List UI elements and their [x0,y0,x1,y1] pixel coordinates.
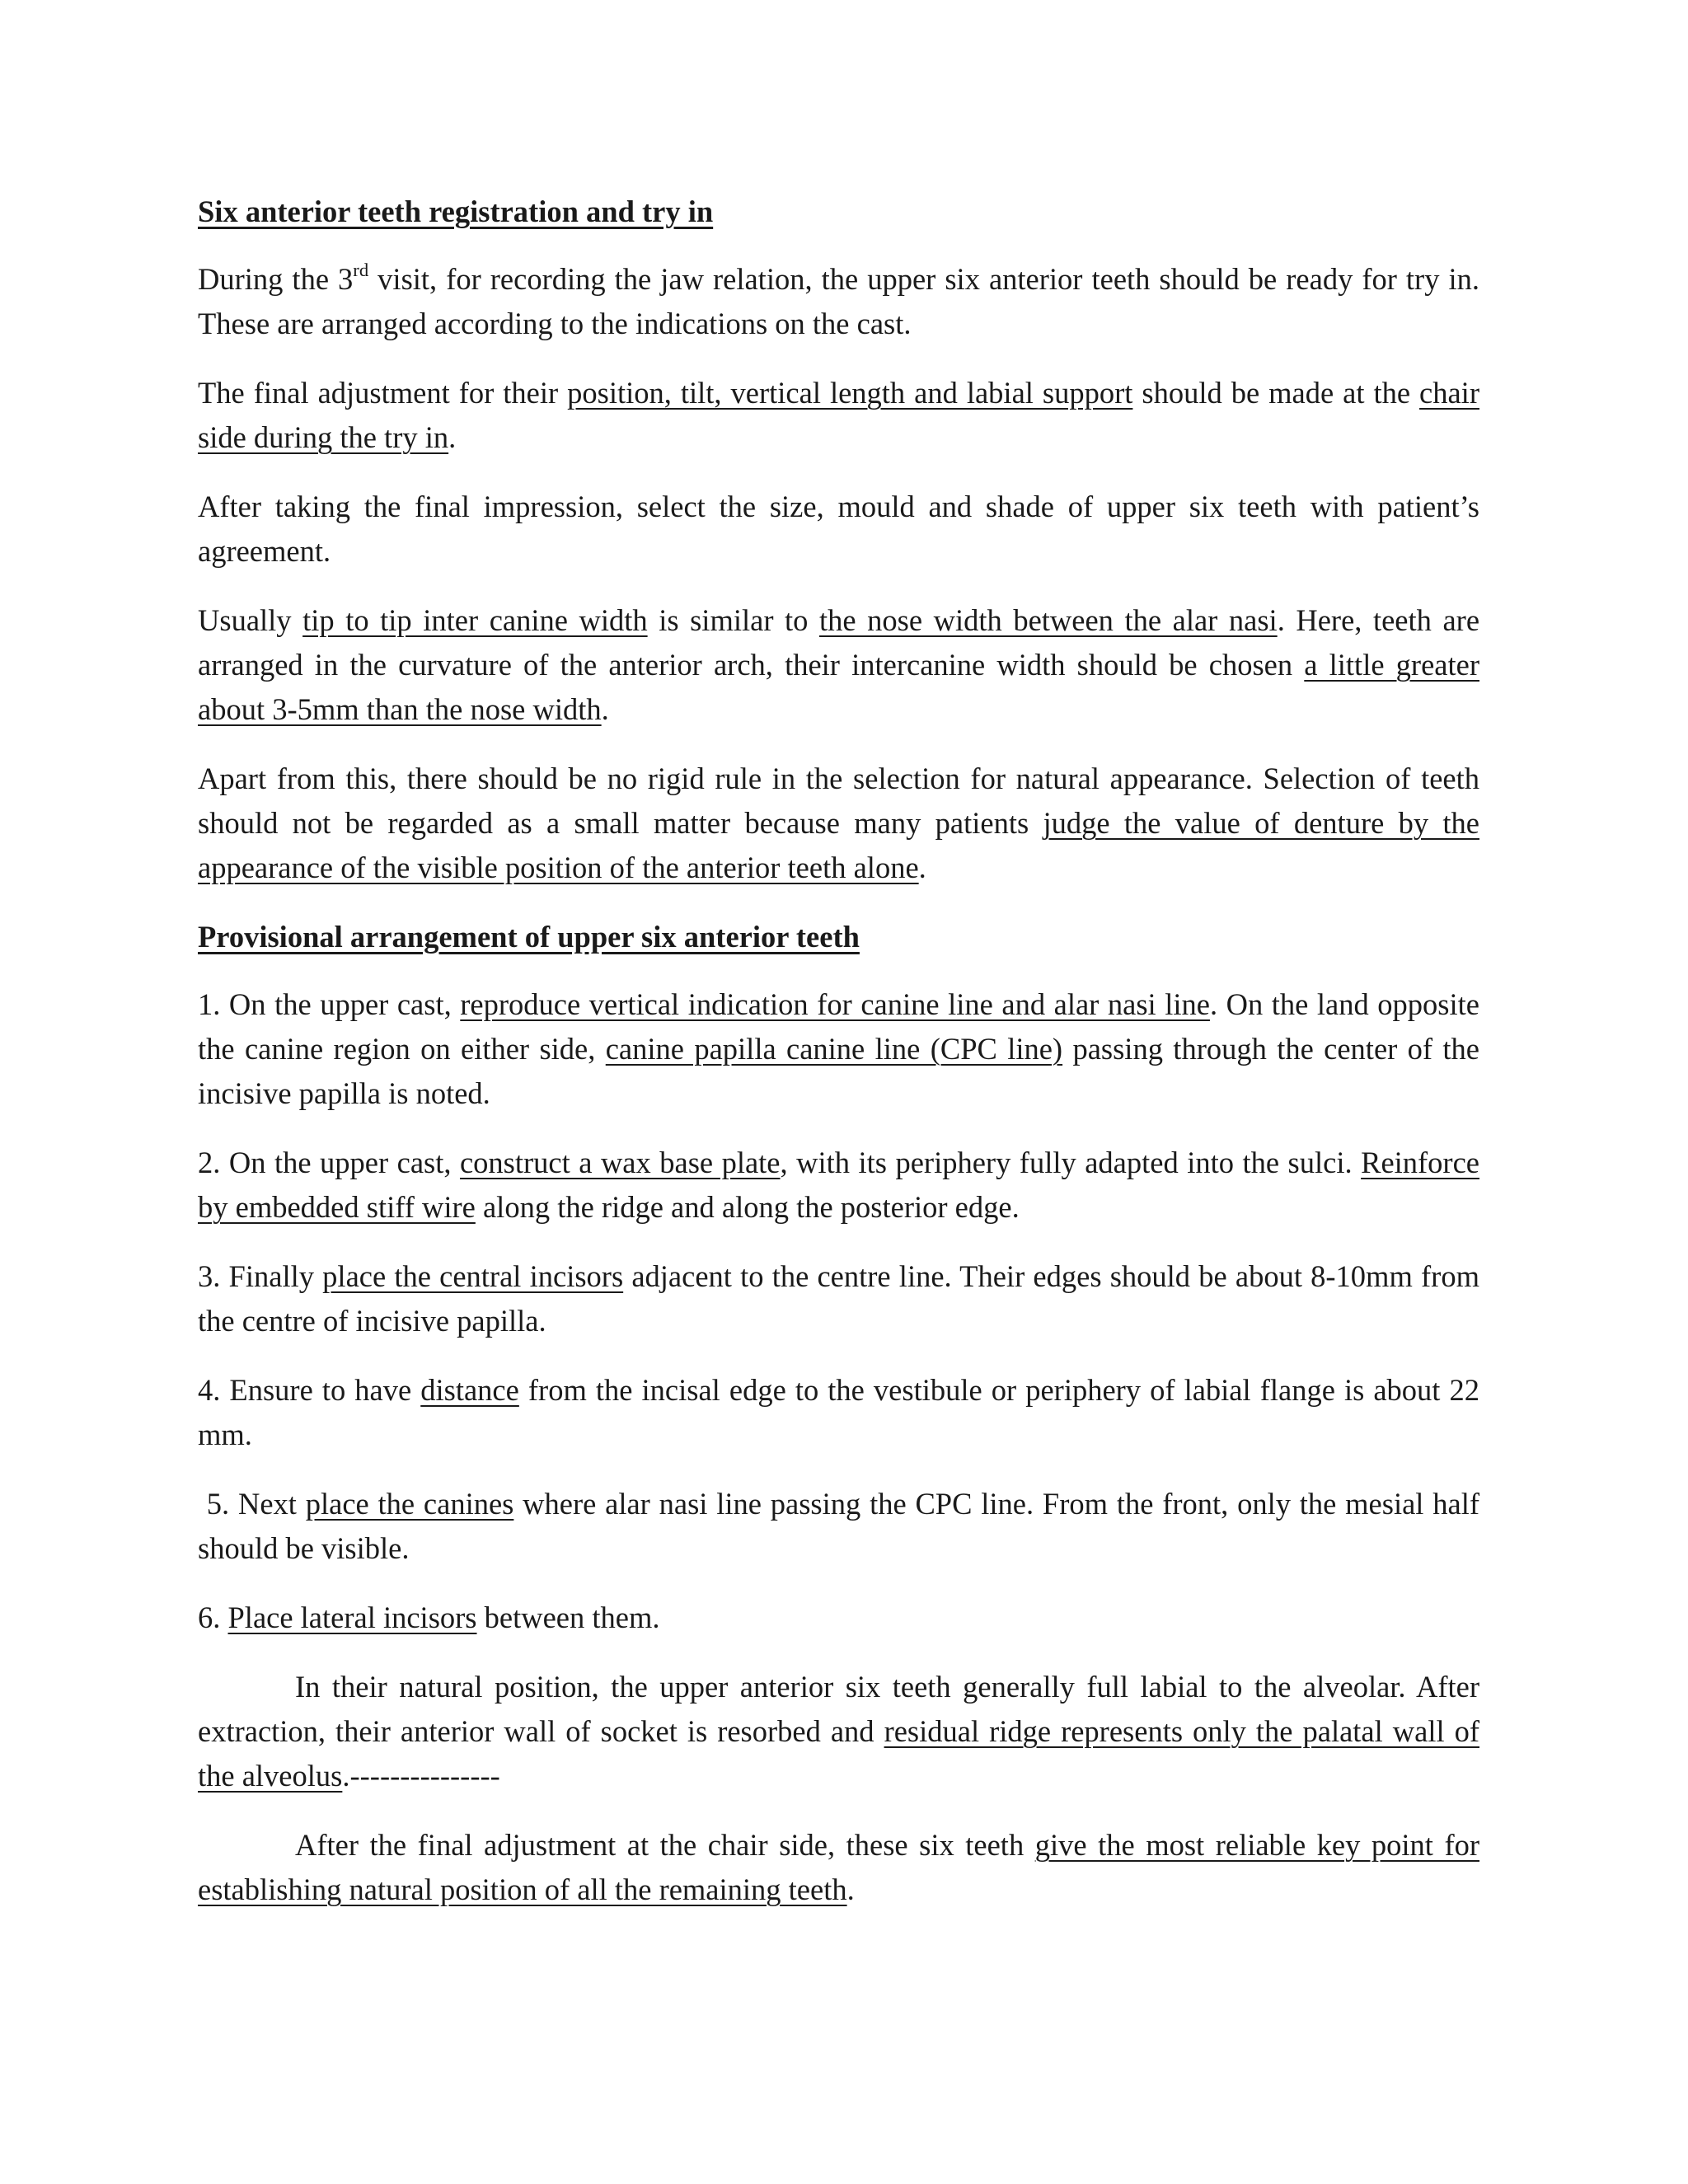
text-run: After the final adjustment at the chair side, these six teeth [295,1828,1035,1862]
text-run: .--------------- [342,1759,500,1793]
underlined-phrase: place the central incisors [322,1259,624,1293]
text-run: 1. On the upper cast, [198,987,461,1021]
underlined-phrase: give the most reliable key point for establishing natural position of all the remaining teeth [198,1828,1480,1906]
paragraph-intercanine-width [198,598,1479,732]
text-run: from the incisal edge to the vestibule or periphery of labial flange is about 22 mm. [198,1373,1479,1451]
text-run: 3. Finally [198,1259,323,1293]
text-run: where alar nasi line passing the CPC line. From the front, only the mesial half should be visible. [198,1487,1479,1565]
text-run: visit, for recording the jaw relation, the upper six anterior teeth should be ready for try in. These are arranged according to the indications on the cast. [198,262,1480,340]
text-run: . [601,692,609,726]
underlined-phrase: distance [420,1373,519,1407]
text-run: . [918,851,926,884]
text-run: . On the land opposite the canine region on either side, [198,987,1479,1066]
text-run: 5. Next [198,1487,306,1521]
underlined-phrase: a little greater about 3-5mm than the nose width [198,648,1479,726]
paragraph-key-point [198,1823,1479,1912]
text-run: Usually [198,603,303,637]
text-run: . [448,420,457,454]
underlined-phrase: tip to tip inter canine width [302,603,648,637]
paragraph-natural-appearance [198,757,1479,890]
underlined-phrase: reproduce vertical indication for canine line and alar nasi line [460,987,1210,1021]
text-run: 2. On the upper cast, [198,1146,460,1179]
text-run: between them. [476,1601,660,1634]
text-run: During the 3 [198,262,354,296]
underlined-phrase: the nose width between the alar nasi [819,603,1278,637]
text-run: In their natural position, the upper anterior six teeth generally full labial to the alveolar. After extraction, their anterior wall of socket is resorbed and [198,1670,1479,1748]
superscript-ordinal: rd [353,260,369,281]
text-run: The final adjustment for their [198,376,568,410]
underlined-phrase: Place lateral incisors [227,1601,477,1634]
list-item-4 [198,1368,1479,1457]
list-item-2 [198,1141,1479,1230]
underlined-phrase: residual ridge represents only the palatal wall of the alveolus [198,1714,1479,1793]
list-item-6 [198,1596,1479,1640]
text-run: along the ridge and along the posterior edge. [475,1190,1020,1224]
text-run: adjacent to the centre line. Their edges should be about 8-10mm from the centre of incisive papilla. [198,1259,1479,1338]
text-run: 6. [198,1601,228,1634]
section-heading-provisional-arrangement: Provisional arrangement of upper six anterior teeth [198,920,860,954]
text-run: . Here, teeth are arranged in the curvature of the anterior arch, their intercanine width should be chosen [198,603,1480,682]
underlined-phrase: construct a wax base plate [459,1146,781,1179]
underlined-phrase: canine papilla canine line (CPC line) [605,1032,1063,1066]
text-run: 4. Ensure to have [198,1373,421,1407]
section-heading-registration: Six anterior teeth registration and try in [198,194,714,228]
underlined-phrase: chair side during the try in [198,376,1479,454]
list-item-5 [198,1482,1479,1571]
list-item-1 [198,982,1479,1116]
paragraph-selection: After taking the final impression, select the size, mould and shade of upper six teeth with patient’s agreement. [198,490,1479,568]
text-run: . [846,1872,855,1906]
underlined-phrase: place the canines [305,1487,514,1521]
document-page [198,190,1479,1937]
paragraph-third-visit [198,257,1479,346]
underlined-phrase: judge the value of denture by the appearance of the visible position of the anterior teeth alone [198,806,1479,884]
underlined-phrase: Reinforce by embedded stiff wire [198,1146,1479,1224]
list-item-3 [198,1254,1479,1343]
paragraph-final-adjustment [198,371,1479,460]
text-run: passing through the center of the incisive papilla is noted. [198,1032,1480,1110]
text-run: Apart from this, there should be no rigid rule in the selection for natural appearance. Selection of teeth should not be regarded as a small matter because many patients [198,762,1479,840]
underlined-phrase: position, tilt, vertical length and labial support [567,376,1133,410]
text-run: is similar to [647,603,819,637]
text-run: should be made at the [1132,376,1420,410]
text-run: , with its periphery fully adapted into the sulci. [780,1146,1362,1179]
paragraph-natural-position [198,1665,1479,1798]
